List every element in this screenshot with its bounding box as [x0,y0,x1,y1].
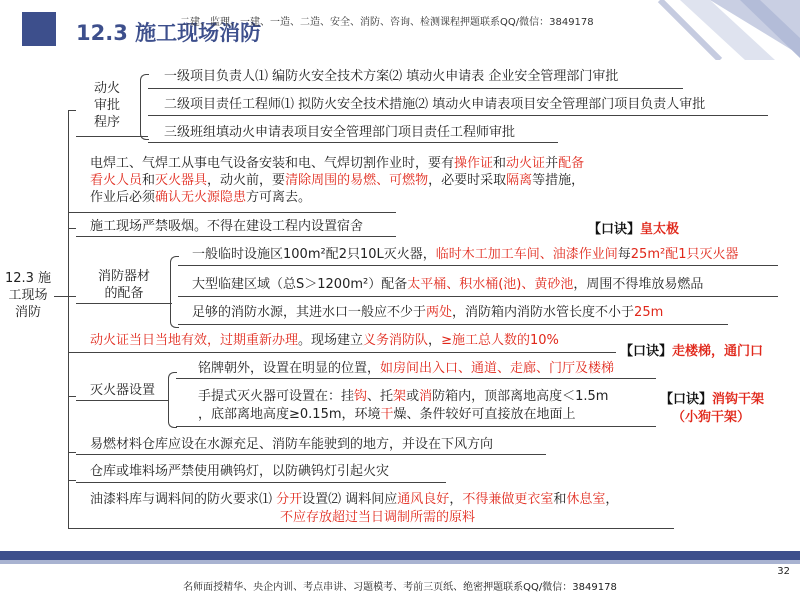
branch-connector [68,528,76,529]
mnemonic-2 [620,340,763,359]
highlight-text: 钩 [354,389,368,404]
root-label-line: 工现场 [8,288,48,303]
highlight-text: 不应存放超过当日调制所需的原料 [280,510,476,525]
approval-label-line: 审批 [93,98,120,113]
body-text: ， [449,492,463,507]
approval-label-line: 动火 [93,81,120,96]
page-title: 12.3 施工现场消防 [76,21,262,45]
setup-underline [76,400,168,401]
branch-connector [68,228,76,229]
highlight-text: 如房间出入口、通道、走廊、门厅及楼梯 [380,361,615,376]
highlight-text: 通风良好 [397,492,450,507]
highlight-text: 临时木工加工车间、油漆作业间 [435,247,618,262]
highlight-text: 确认无火源隐患 [155,190,247,205]
body-text: 方可离去。 [246,190,312,205]
mnemonic-3-sub [672,406,750,425]
approval-brace [140,74,149,140]
approval-label-line: 程序 [93,115,120,130]
body-text: 油漆料库与调料间的防火要求⑴ [90,492,277,507]
root-label [2,270,54,321]
body-text: ，底部离地高度≥0.15m，环境 [198,407,381,422]
body-text: 作业后必须 [90,190,156,205]
body-text: ， [428,333,442,348]
extinguisher-config-label [84,268,164,302]
footer-text: 名师面授精华、央企内训、考点串讲、习题模考、考前三页纸、绝密押题联系QQ/微信：3849178 [183,582,617,593]
highlight-text: 消 [419,389,433,404]
divider [178,324,728,325]
body-text: 等措施， [532,173,585,188]
mnemonic-3 [660,388,764,407]
approval-label [82,80,132,131]
highlight-text: 动火证当日当地有效，过期重新办理 [90,333,299,348]
highlight-text: 干 [380,407,394,422]
highlight-text: ≥施工总人数的10% [441,333,559,348]
extinguisher-setup-label: 灭火器设置 [90,383,156,398]
config-label-line: 消防器材 [97,269,150,284]
highlight-text: 动火证 [506,156,546,171]
divider [76,212,396,213]
root-connector [54,296,68,297]
welding-paragraph [90,155,584,206]
page-number: 32 [777,566,790,577]
divider [148,115,768,116]
mnemonic-subtext: （小狗干架） [672,410,751,425]
root-label-line: 消防 [14,305,41,320]
body-text: 铭牌朝外，设置在明显的位置， [198,361,381,376]
highlight-text: 25m²配1只灭火器 [630,247,739,262]
branch-connector [68,452,76,453]
config-item-1 [192,246,738,263]
body-text: 、托 [367,389,394,404]
body-text: ，动火前，要 [207,173,286,188]
footer-band [0,551,800,560]
body-text: 燥、条件较好可直接放在地面上 [393,407,576,422]
setup-brace [168,372,177,428]
mnemonic-text: 消钩干架 [712,392,765,407]
config-brace [170,256,179,328]
divider [148,88,683,89]
mnemonic-prefix: 【口诀】 [660,392,713,407]
divider [76,236,396,237]
config-underline [76,303,172,304]
setup-item-2-line1 [198,388,608,405]
root-label-line: 12.3 施 [4,271,52,286]
body-text: 防箱内，顶部离地高度＜1.5m [432,389,609,404]
highlight-text: 清除周围的易燃、可燃物 [285,173,429,188]
branch-connector [68,352,76,353]
body-text: 足够的消防水源，其进水口一般应不少于 [192,305,427,320]
approval-underline [76,136,148,137]
tree-spine [68,110,69,528]
body-text: 和 [553,492,567,507]
config-item-2 [192,276,703,293]
highlight-text: 看火人员 [90,173,143,188]
welding-line [90,155,584,172]
header-square-icon [22,12,56,46]
highlight-text: 太平桶、积水桶(池)、黄砂池 [407,277,574,292]
body-text: 一般临时设施区100m²配2只10L灭火器， [192,247,436,262]
mnemonic-prefix: 【口诀】 [588,222,641,237]
header-watermark: 二建、监理、一建、一造、二造、安全、消防、咨询、检测课程押题联系QQ/微信：3849178 [180,17,594,28]
highlight-text: 义务消防队 [363,333,429,348]
mnemonic-prefix: 【口诀】 [620,344,673,359]
highlight-text: 休息室 [566,492,606,507]
body-text: 每 [617,247,631,262]
approval-item-level2: 二级项目责任工程师⑴ 拟防火安全技术措施⑵ 填动火申请表项目安全管理部门项目负责人审批 [164,97,706,112]
mnemonic-text: 皇太极 [640,222,680,237]
branch-connector [68,480,76,481]
divider [176,378,656,379]
welding-line [90,172,584,189]
storage-text: 易燃材料仓库应设在水源充足、消防车能驶到的地方，并设在下风方向 [90,437,494,452]
footer-band-light [0,560,800,564]
paint-line-1 [90,491,618,508]
no-smoking-text: 施工现场严禁吸烟。不得在建设工程内设置宿舍 [90,219,364,234]
permit-text [90,332,559,349]
body-text: 或 [406,389,420,404]
header-decoration-icon [560,0,800,60]
mnemonic-text: 走楼梯，通门口 [672,344,764,359]
highlight-text: 配备 [558,156,585,171]
divider [76,482,446,483]
highlight-text: 两处 [426,305,453,320]
approval-item-level1: 一级项目负责人⑴ 编防火安全技术方案⑵ 填动火申请表 企业安全管理部门审批 [164,69,619,84]
body-text: 设置⑵ 调料间应 [302,492,398,507]
divider [178,265,778,266]
iodine-lamp-text: 仓库或堆料场严禁使用碘钨灯，以防碘钨灯引起火灾 [90,464,390,479]
body-text: ，周围不得堆放易燃品 [573,277,704,292]
body-text: 。现场建立 [298,333,364,348]
config-label-line: 的配备 [104,286,144,301]
branch-connector [68,212,76,213]
divider [178,296,778,297]
mnemonic-1 [588,218,679,237]
approval-item-level3: 三级班组填动火申请表项目安全管理部门项目责任工程师审批 [164,125,516,140]
paint-line-2 [280,509,475,526]
highlight-text: 灭火器具 [155,173,208,188]
highlight-text: 隔离 [506,173,533,188]
setup-item-1 [198,360,614,377]
body-text: 和 [142,173,156,188]
body-text: 并 [545,156,559,171]
divider [176,426,656,427]
body-text: 大型临建区域（总S＞1200m²）配备 [192,277,408,292]
body-text: 电焊工、气焊工从事电气设备安装和电、气焊切割作业时，要有 [90,156,455,171]
highlight-text: 25m [634,305,664,320]
body-text: ，必要时采取 [428,173,507,188]
highlight-text: 分开 [276,492,303,507]
config-item-3 [192,304,663,321]
body-text: ，消防箱内消防水管长度不小于 [452,305,635,320]
highlight-text: 操作证 [454,156,494,171]
divider [76,352,616,353]
divider [76,454,546,455]
branch-connector [68,110,76,111]
highlight-text: 架 [393,389,407,404]
highlight-text: 不得兼做更衣室 [462,492,554,507]
body-text: 手提式灭火器可设置在：挂 [198,389,355,404]
divider [148,142,558,143]
setup-item-2-line2 [198,406,576,423]
divider [76,528,674,529]
body-text: ， [605,492,619,507]
branch-connector [68,296,76,297]
branch-connector [68,396,76,397]
body-text: 和 [493,156,507,171]
welding-line [90,189,584,206]
